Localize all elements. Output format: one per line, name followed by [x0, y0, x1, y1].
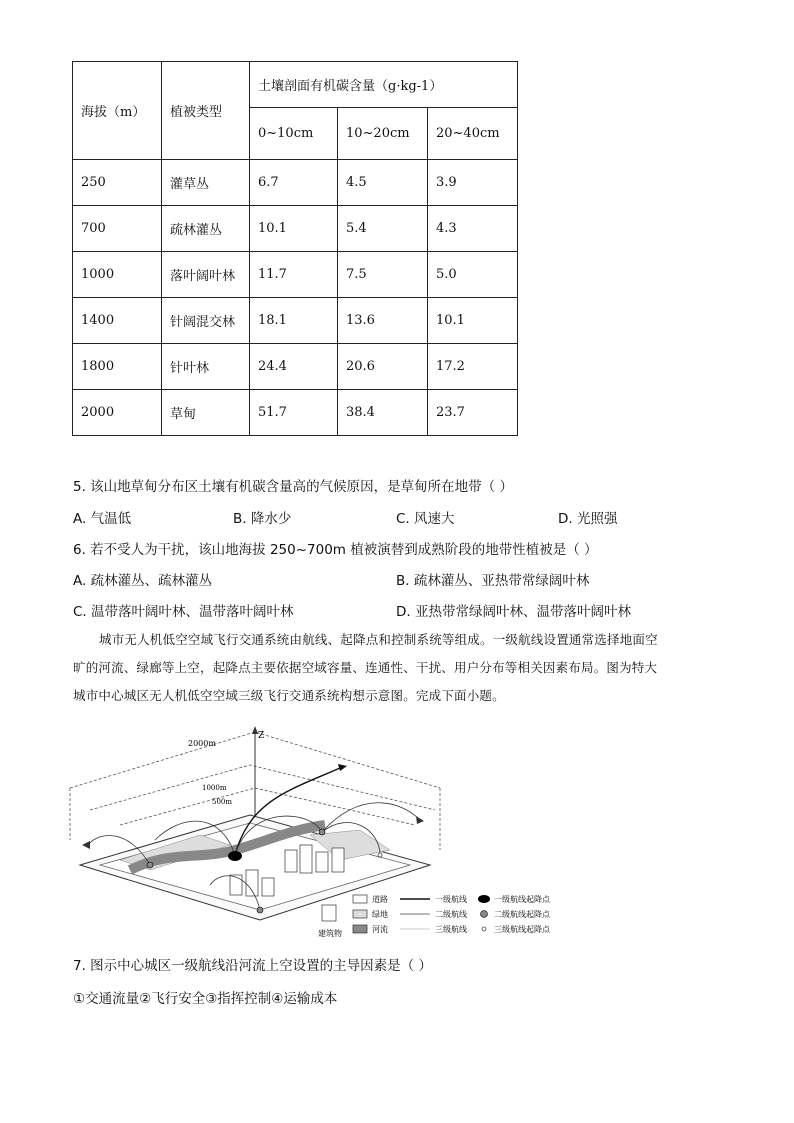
question-6-option-c[interactable]: C. 温带落叶阔叶林、温带落叶阔叶林 [73, 604, 294, 620]
legend-building: 建筑物 [318, 929, 342, 938]
height-label-500m: 500m [212, 798, 232, 806]
cell-altitude: 2000 [73, 390, 162, 436]
header-soil-carbon: 土壤剖面有机碳含量（g·kg-1） [250, 62, 518, 108]
header-altitude: 海拔（m） [73, 62, 162, 160]
first-level-takeoff-point [228, 851, 242, 861]
cell-value: 3.9 [428, 160, 518, 206]
cell-altitude: 1800 [73, 344, 162, 390]
cell-value: 18.1 [250, 298, 338, 344]
third-level-takeoff-point [378, 853, 382, 857]
passage-line: 城市中心城区无人机低空空域三级飞行交通系统构想示意图。完成下面小题。 [73, 688, 505, 703]
cell-value: 10.1 [428, 298, 518, 344]
cell-vegetation: 疏林灌丛 [162, 206, 250, 252]
cell-value: 38.4 [338, 390, 428, 436]
table-row [73, 160, 518, 206]
legend-river: 河流 [372, 925, 388, 934]
header-depth-2: 10~20cm [338, 108, 428, 160]
passage [73, 626, 723, 710]
question-5-stem: 5. 该山地草甸分布区土壤有机碳含量高的气候原因，是草甸所在地带（ ） [73, 479, 513, 495]
legend-point2: 二级航线起降点 [494, 910, 550, 919]
drone-airspace-diagram [60, 720, 570, 945]
question-5-option-b[interactable]: B. 降水少 [233, 511, 292, 527]
cell-value: 17.2 [428, 344, 518, 390]
second-level-takeoff-point [319, 829, 325, 835]
z-axis-label: Z [258, 731, 265, 741]
table-row [73, 298, 518, 344]
cell-vegetation: 针叶林 [162, 344, 250, 390]
cell-value: 11.7 [250, 252, 338, 298]
cell-altitude: 700 [73, 206, 162, 252]
cell-value: 23.7 [428, 390, 518, 436]
table-row [73, 206, 518, 252]
cell-value: 13.6 [338, 298, 428, 344]
legend-line2: 二级航线 [435, 910, 467, 919]
cell-value: 5.0 [428, 252, 518, 298]
cell-vegetation: 草甸 [162, 390, 250, 436]
cell-value: 5.4 [338, 206, 428, 252]
question-7-stem: 7. 图示中心城区一级航线沿河流上空设置的主导因素是（ ） [73, 958, 432, 974]
question-6-option-a[interactable]: A. 疏林灌丛、疏林灌丛 [73, 573, 213, 589]
cell-vegetation: 灌草丛 [162, 160, 250, 206]
question-6-stem: 6. 若不受人为干扰，该山地海拔 250~700m 植被演替到成熟阶段的地带性植被是（ ） [73, 542, 598, 558]
table-row [73, 390, 518, 436]
legend-green: 绿地 [372, 910, 388, 919]
height-label-2000m: 2000m [188, 739, 216, 748]
cell-value: 7.5 [338, 252, 428, 298]
header-depth-3: 20~40cm [428, 108, 518, 160]
cell-value: 4.3 [428, 206, 518, 252]
carbon-table [72, 61, 518, 436]
cell-value: 51.7 [250, 390, 338, 436]
legend-line3: 三级航线 [435, 925, 467, 934]
legend-road: 道路 [372, 895, 388, 904]
table-row [73, 344, 518, 390]
second-level-takeoff-point [147, 862, 153, 868]
question-6-option-d[interactable]: D. 亚热带常绿阔叶林、温带落叶阔叶林 [396, 604, 631, 620]
legend-point3: 三级航线起降点 [494, 925, 550, 934]
cell-vegetation: 针阔混交林 [162, 298, 250, 344]
cell-value: 6.7 [250, 160, 338, 206]
legend-line1: 一级航线 [435, 895, 467, 904]
passage-line: 旷的河流、绿廊等上空，起降点主要依据空域容量、连通性、干扰、用户分布等相关因素布局。图为特大 [73, 660, 658, 675]
header-vegetation: 植被类型 [162, 62, 250, 160]
cell-altitude: 1000 [73, 252, 162, 298]
question-7-options: ①交通流量②飞行安全③指挥控制④运输成本 [73, 991, 338, 1007]
question-6-option-b[interactable]: B. 疏林灌丛、亚热带常绿阔叶林 [396, 573, 590, 589]
cell-value: 4.5 [338, 160, 428, 206]
height-label-1000m: 1000m [202, 784, 227, 792]
cell-value: 20.6 [338, 344, 428, 390]
cell-altitude: 1400 [73, 298, 162, 344]
cell-value: 10.1 [250, 206, 338, 252]
header-depth-1: 0~10cm [250, 108, 338, 160]
question-5-option-d[interactable]: D. 光照强 [558, 511, 618, 527]
table-row [73, 252, 518, 298]
legend [318, 894, 551, 938]
question-5-option-c[interactable]: C. 风速大 [396, 511, 455, 527]
passage-line: 城市无人机低空空域飞行交通系统由航线、起降点和控制系统等组成。一级航线设置通常选择地面空 [99, 632, 658, 647]
legend-point1: 一级航线起降点 [494, 895, 550, 904]
building-icon [322, 905, 336, 921]
second-level-takeoff-point [257, 907, 263, 913]
cell-altitude: 250 [73, 160, 162, 206]
cell-vegetation: 落叶阔叶林 [162, 252, 250, 298]
cell-value: 24.4 [250, 344, 338, 390]
question-5-option-a[interactable]: A. 气温低 [73, 511, 132, 527]
